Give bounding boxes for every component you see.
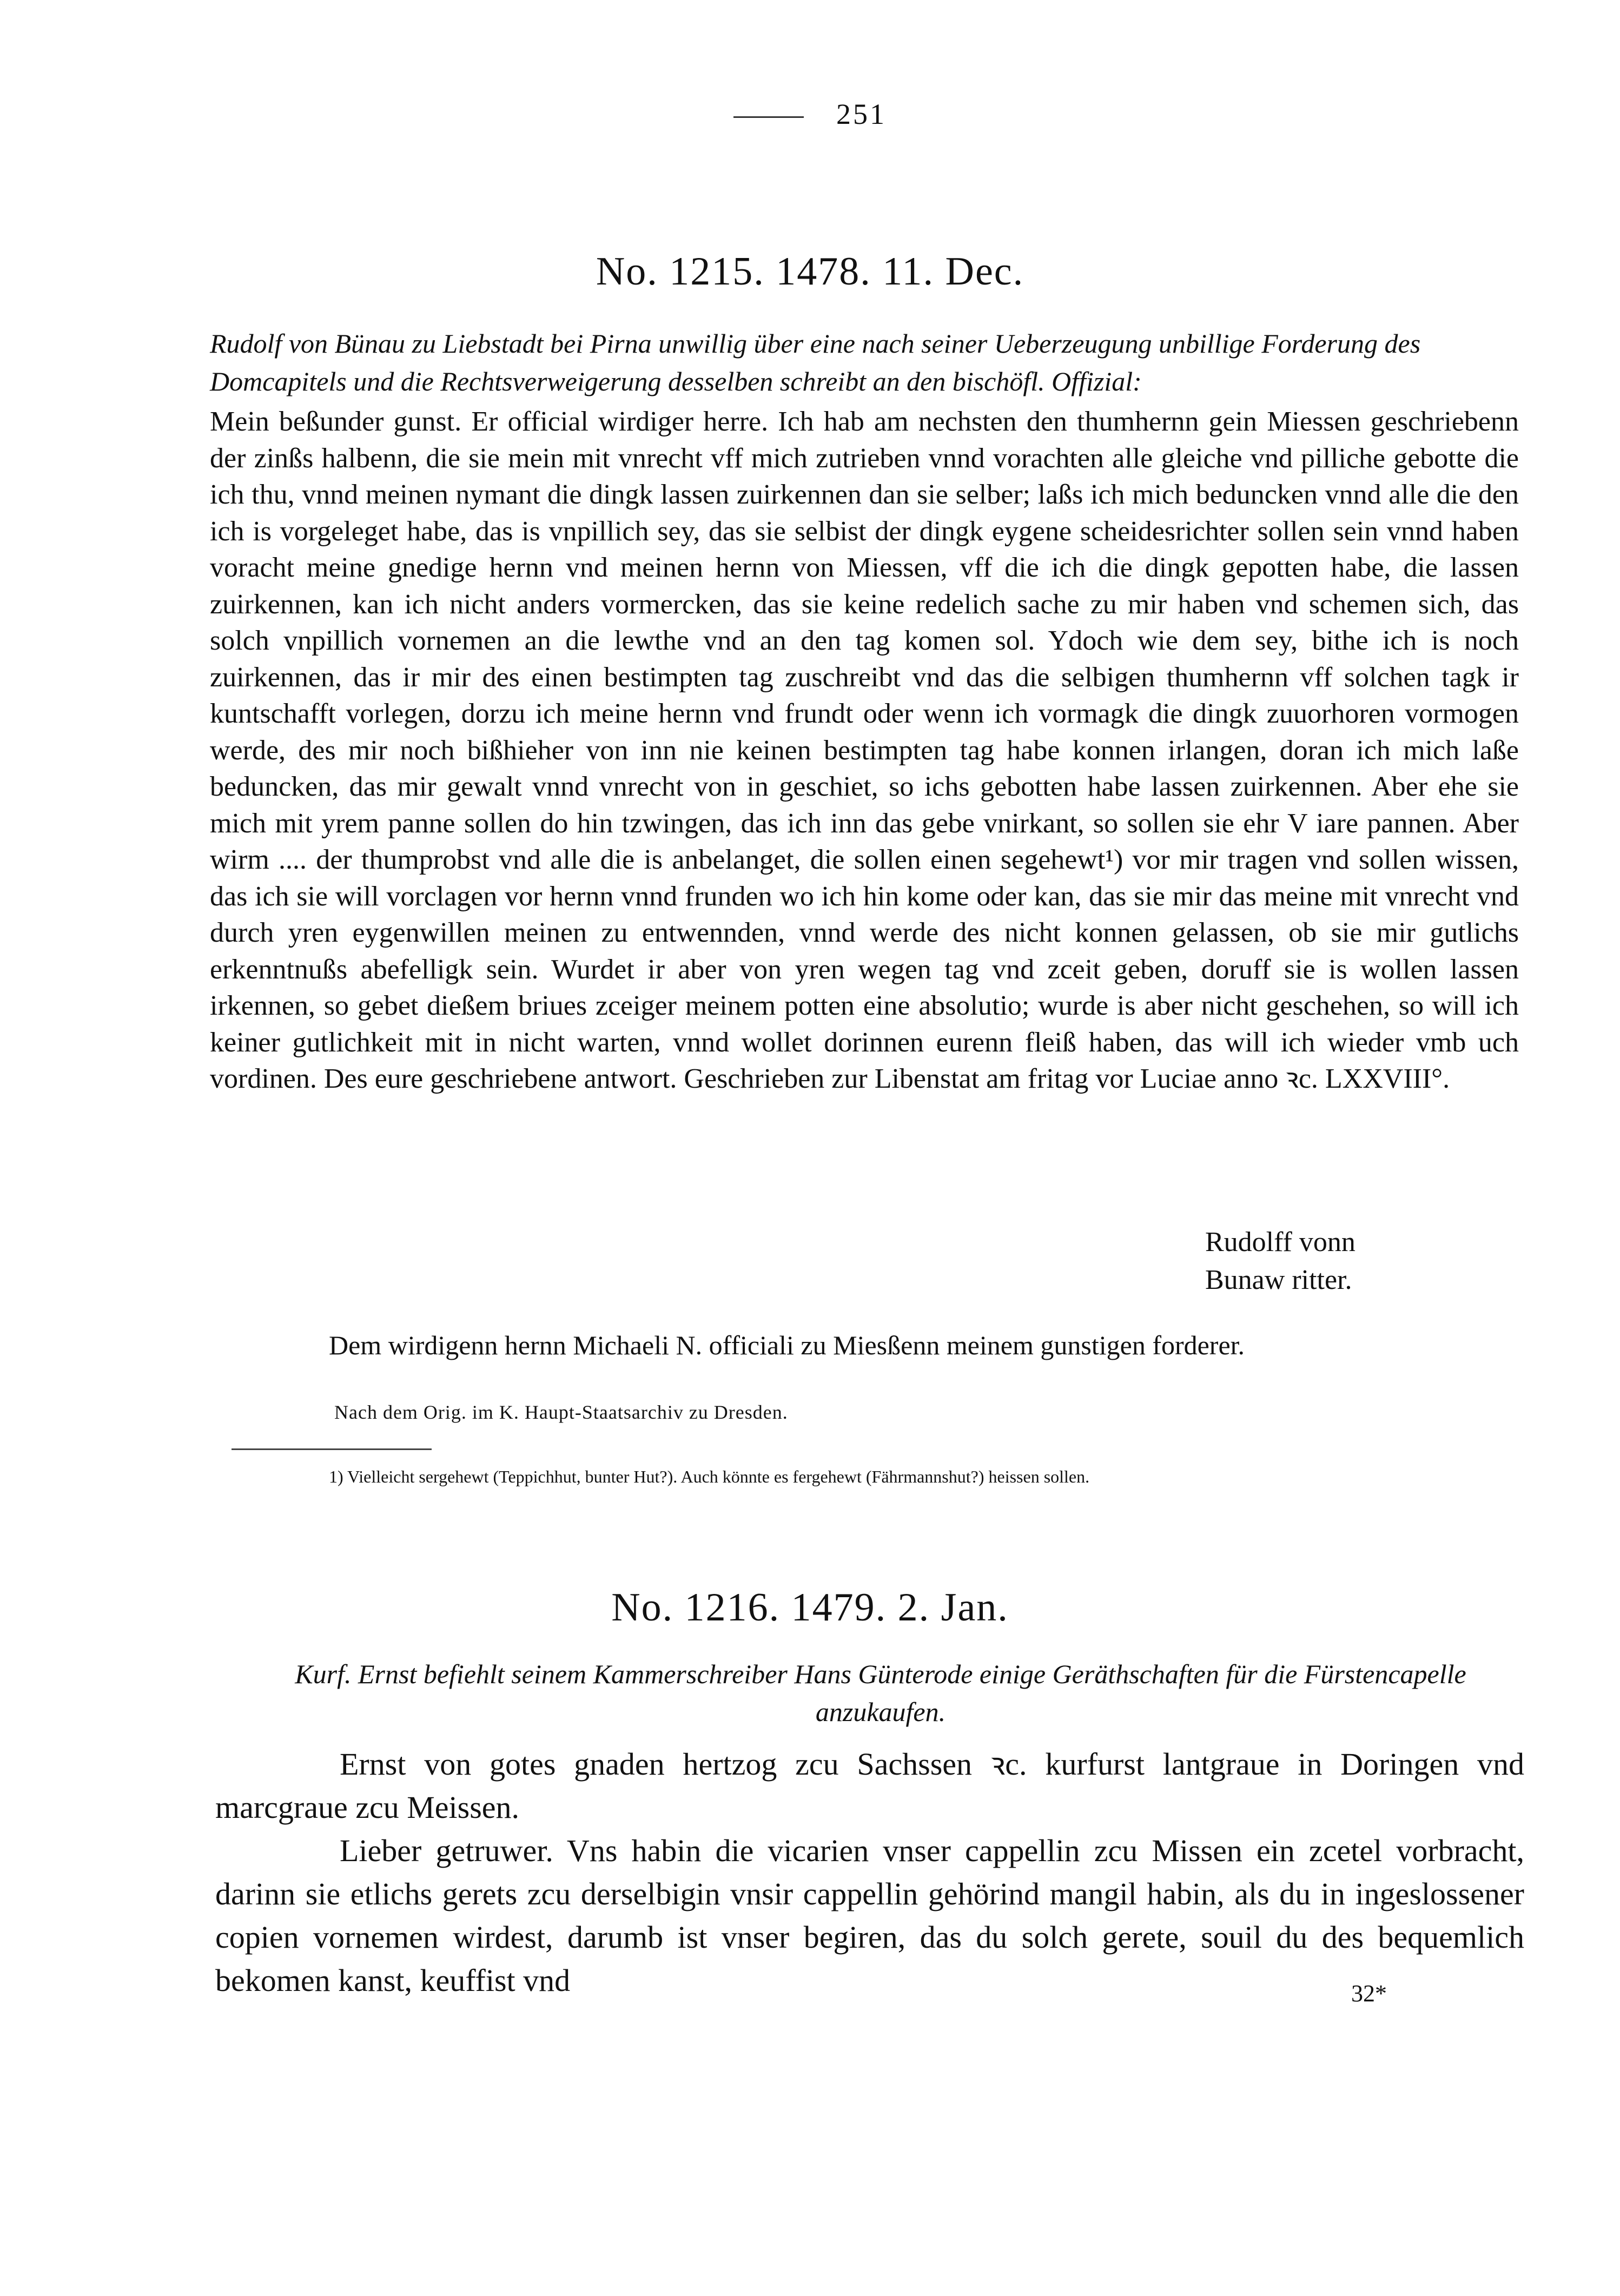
header-dash [733, 116, 804, 118]
doc-1215-summary: Rudolf von Bünau zu Liebstadt bei Pirna unwillig über eine nach seiner Ueberzeugung unbillige Forderung des Domcapitels und die Rechtsverweigerung desselben schreibt an den bischöfl. Offizial: [210, 328, 1421, 396]
footnote-rule [232, 1448, 432, 1450]
doc-1215-heading: No. 1215. 1478. 11. Dec. [596, 249, 1024, 294]
doc-1215-body [210, 403, 1519, 1097]
doc-1215-footnote: 1) Vielleicht sergehewt (Teppichhut, bunter Hut?). Auch könnte es fergehewt (Fährmannshut?) heissen sollen. [329, 1467, 1090, 1486]
printer-signature-mark: 32* [1351, 1980, 1387, 2007]
doc-1215-source: Nach dem Orig. im K. Haupt-Staatsarchiv zu Dresden. [334, 1401, 788, 1423]
doc-1216-summary: Kurf. Ernst befiehlt seinem Kammerschreiber Hans Günterode einige Geräthschaften für die Fürstencapelle anzukaufen. [295, 1659, 1466, 1727]
doc-1215-signature [1205, 1223, 1355, 1299]
signature-line-2: Bunaw ritter. [1205, 1265, 1352, 1295]
doc-1216-heading: No. 1216. 1479. 2. Jan. [611, 1585, 1009, 1630]
doc-1215-address: Dem wirdigenn hernn Michaeli N. officiali zu Miesßenn meinem gunstigen forderer. [329, 1330, 1245, 1360]
page-number: 251 [836, 98, 887, 130]
doc-1215-body-text: Mein beßunder gunst. Er official wirdiger herre. Ich hab am nechsten den thumhernn gein Miessen geschriebenn der zinßs halbenn, die sie mein mit vnrecht vff mich zutrieben vnnd vorachten alle gleiche vnd pilliche gebotte die ich thu, vnnd meinen nymant die dingk lassen zuirkennen dan sie selber; laßs ich mich beduncken vnnd alle die den ich is vorgeleget habe, das is vnpillich sey, das sie selbist der dingk eygene scheidesrichter sollen sein vnnd haben voracht meine gnedige hernn vnd meinen hernn von Miessen, vff die ich die dingk gepotten habe, die lassen zuirkennen, kan ich nicht anders vormercken, das sie keine redelich sache zu mir haben vnd schemen sich, das solch vnpillich vornemen an die lewthe vnd an den tag komen sol. Ydoch wie dem sey, bithe ich is noch zuirkennen, das ir mir des einen bestimpten tag zuschreibt vnd das die selbigen thumhernn vff solchen tagk ir kuntschafft vorlegen, dorzu ich meine hernn vnd frundt oder wenn ich vormagk die dingk zuuorhoren vormogen werde, des mir noch bißhieher von inn nie keinen bestimpten tag habe konnen irlangen, doran ich mich laße beduncken, das mir gewalt vnnd vnrecht von in geschiet, so ichs gebotten habe lassen zuirkennen. Aber ehe sie mich mit yrem panne sollen do hin tzwingen, das ich inn das gebe vnirkant, so sollen sie ehr V iare pannen. Aber wirm .... der thumprobst vnd alle die is anbelanget, die sollen einen segehewt¹) vor mir tragen vnd sollen wissen, das ich sie will vorclagen vor hernn vnnd frunden wo ich hin kome oder kan, das sie mir das meine mit vnrecht vnd durch yren eygenwillen meinen zu entwennden, vnnd werde des nicht konnen gelassen, ob sie mir gutlichs erkenntnußs abefelligk sein. Wurdet ir aber von yren wegen tag vnd zceit geben, doruff sie is wollen lassen irkennen, so gebet dießem briues zceiger meinem potten eine absolutio; wurde is aber nicht geschehen, so will ich keiner gutlichkeit mit in nicht warten, vnnd wollet dorinnen eurenn fleiß haben, das will ich wieder vmb uch vordinen. Des eure geschriebene antwort. Geschrieben zur Libenstat am fritag vor Luciae anno ꝛc. LXXVIII°. [210, 406, 1519, 1094]
page-header [0, 97, 1620, 131]
doc-1216-para-2: Lieber getruwer. Vns habin die vicarien vnser cappellin zcu Missen ein zcetel vorbracht, darinn sie etlichs gerets zcu derselbigin vnsir cappellin gehörind mangil habin, als du in ingeslossener copien vornemen wirdest, darumb ist vnser begiren, das du solch gerete, souil du des bequemlich bekomen kanst, keuffist vnd [215, 1833, 1524, 1998]
doc-1216-para-1: Ernst von gotes gnaden hertzog zcu Sachssen ꝛc. kurfurst lantgraue in Doringen vnd marcgraue zcu Meissen. [215, 1746, 1524, 1825]
doc-1216-body [215, 1743, 1524, 2002]
signature-line-1: Rudolff vonn [1205, 1227, 1355, 1258]
